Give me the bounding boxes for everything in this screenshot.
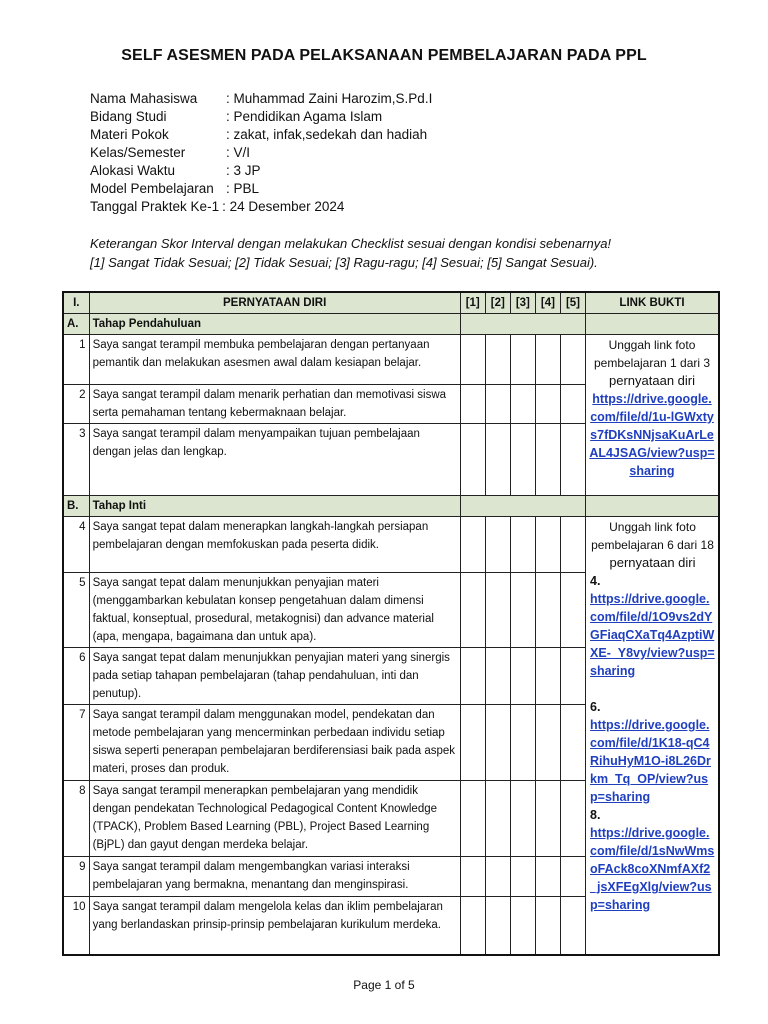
evidence-link[interactable]: https://drive.google.com/file/d/1O9vs2dYGFiaqCXaTq4AzptiWXE-_Y8vy/view?usp=sharing (590, 592, 715, 678)
evidence-label: pernyataan diri (609, 555, 696, 570)
score-cell-3[interactable] (510, 424, 535, 496)
evidence-label: pembelajaran 1 dari 3 (593, 356, 711, 370)
header-score-5: [5] (560, 292, 585, 314)
score-cell-4[interactable] (535, 335, 560, 385)
info-value: : PBL (226, 181, 260, 196)
info-label: Materi Pokok (90, 127, 169, 142)
score-cell-3[interactable] (510, 385, 535, 424)
score-cell-1[interactable] (460, 335, 485, 385)
evidence-number: 6. (590, 700, 601, 714)
note-line: [1] Sangat Tidak Sesuai; [2] Tidak Sesuai; [3] Ragu-ragu; [4] Sesuai; [5] Sangat Sesuai). (90, 255, 598, 270)
row-number: 3 (63, 424, 89, 496)
evidence-link[interactable]: https://drive.google.com/file/d/1K18-qC4RihuHyM1O-i8L26Drkm_Tq_OP/view?usp=sharing (590, 718, 711, 804)
evidence-label: Unggah link foto (609, 520, 696, 534)
evidence-number: 4. (590, 574, 601, 588)
row-number: 2 (63, 385, 89, 424)
evidence-cell-a (586, 335, 719, 496)
info-row (90, 162, 432, 180)
section-title: Tahap Pendahuluan (89, 314, 460, 335)
score-cell-3[interactable] (510, 781, 535, 857)
score-cell-3[interactable] (510, 648, 535, 705)
info-row (90, 180, 432, 198)
score-cell-3[interactable] (510, 897, 535, 955)
self-assessment-table (62, 291, 720, 956)
info-label: Nama Mahasiswa (90, 91, 198, 106)
score-cell-1[interactable] (460, 897, 485, 955)
score-cell-2[interactable] (485, 573, 510, 648)
score-cell-4[interactable] (535, 385, 560, 424)
row-number: 10 (63, 897, 89, 955)
score-cell-5[interactable] (560, 705, 585, 781)
statement-text: Saya sangat terampil dalam menarik perhatian dan memotivasi siswa serta pemahaman tentang kebermaknaan belajar. (89, 385, 460, 424)
evidence-label: pernyataan diri (609, 373, 695, 388)
info-value: : zakat, infak,sedekah dan hadiah (226, 127, 428, 142)
score-cell-1[interactable] (460, 857, 485, 897)
info-value: : Pendidikan Agama Islam (226, 109, 383, 124)
score-cell-1[interactable] (460, 781, 485, 857)
score-cell-1[interactable] (460, 648, 485, 705)
header-no: I. (63, 292, 89, 314)
evidence-cell-b (586, 517, 719, 955)
info-label: Tanggal Praktek Ke-1 (90, 199, 220, 214)
table-row (63, 335, 719, 385)
section-blank (460, 314, 585, 335)
score-cell-2[interactable] (485, 335, 510, 385)
score-cell-3[interactable] (510, 857, 535, 897)
info-label: Kelas/Semester (90, 145, 186, 160)
row-number: 1 (63, 335, 89, 385)
score-cell-2[interactable] (485, 648, 510, 705)
statement-text: Saya sangat terampil dalam mengembangkan variasi interaksi pembelajaran yang bermakna, menantang dan menginspirasi. (89, 857, 460, 897)
info-row (90, 108, 432, 126)
info-label: Bidang Studi (90, 109, 167, 124)
score-cell-2[interactable] (485, 424, 510, 496)
section-code: A. (63, 314, 89, 335)
statement-text: Saya sangat tepat dalam menunjukkan penyajian materi (menggambarkan kebulatan konsep pengetahuan dalam dimensi faktual, konseptual, prosedural, metakognisi) dan advance material (apa, mengapa, bagaimana dan untuk apa). (89, 573, 460, 648)
info-row (90, 126, 432, 144)
row-number: 9 (63, 857, 89, 897)
score-cell-4[interactable] (535, 857, 560, 897)
statement-text: Saya sangat terampil membuka pembelajaran dengan pertanyaan pemantik dan melakukan asesmen awal dalam kesiapan belajar. (89, 335, 460, 385)
info-label: Model Pembelajaran (90, 181, 214, 196)
table-header-row (63, 292, 719, 314)
score-cell-4[interactable] (535, 517, 560, 573)
row-number: 7 (63, 705, 89, 781)
score-cell-1[interactable] (460, 424, 485, 496)
score-cell-5[interactable] (560, 517, 585, 573)
score-cell-2[interactable] (485, 705, 510, 781)
section-blank (586, 496, 719, 517)
row-number: 6 (63, 648, 89, 705)
score-cell-3[interactable] (510, 705, 535, 781)
statement-text: Saya sangat terampil menerapkan pembelajaran yang mendidik dengan pendekatan Technological Pedagogical Content Knowledge (TPACK), Problem Based Learning (PBL), Project Based Learning (BjPL) dan gayut dengan merdeka belajar. (89, 781, 460, 857)
header-score-1: [1] (460, 292, 485, 314)
statement-text: Saya sangat tepat dalam menunjukkan penyajian materi yang sinergis pada setiap tahapan pembelajaran (tahap pendahuluan, inti dan penutup). (89, 648, 460, 705)
score-cell-2[interactable] (485, 897, 510, 955)
score-cell-2[interactable] (485, 857, 510, 897)
score-note (90, 234, 710, 272)
score-cell-3[interactable] (510, 517, 535, 573)
score-cell-2[interactable] (485, 781, 510, 857)
score-cell-5[interactable] (560, 573, 585, 648)
section-code: B. (63, 496, 89, 517)
info-label: Alokasi Waktu (90, 163, 176, 178)
evidence-link[interactable]: https://drive.google.com/file/d/1u-lGWxtys7fDKsNNjsaKuArLeAL4JSAG/view?usp=sharing (589, 392, 715, 478)
header-score-2: [2] (485, 292, 510, 314)
score-cell-1[interactable] (460, 705, 485, 781)
score-cell-3[interactable] (510, 335, 535, 385)
statement-text: Saya sangat terampil dalam menyampaikan tujuan pembelajaan dengan jelas dan lengkap. (89, 424, 460, 496)
page-footer: Page 1 of 5 (353, 978, 415, 992)
statement-text: Saya sangat tepat dalam menerapkan langkah-langkah persiapan pembelajaran dengan memfokuskan pada peserta didik. (89, 517, 460, 573)
evidence-label: Unggah link foto (608, 338, 696, 352)
score-cell-2[interactable] (485, 385, 510, 424)
score-cell-5[interactable] (560, 424, 585, 496)
info-value: : 3 JP (226, 163, 261, 178)
score-cell-3[interactable] (510, 573, 535, 648)
score-cell-4[interactable] (535, 424, 560, 496)
note-line: Keterangan Skor Interval dengan melakukan Checklist sesuai dengan kondisi sebenarnya! (90, 236, 612, 251)
table-row (63, 517, 719, 573)
evidence-spacer (590, 680, 715, 698)
score-cell-1[interactable] (460, 517, 485, 573)
header-score-3: [3] (510, 292, 535, 314)
statement-text: Saya sangat terampil dalam mengelola kelas dan iklim pembelajaran yang berlandaskan prinsip-prinsip pembelajaran kurikulum merdeka. (89, 897, 460, 955)
section-blank (460, 496, 585, 517)
info-row (90, 144, 432, 162)
info-value: : V/I (226, 145, 251, 160)
info-value: : Muhammad Zaini Harozim,S.Pd.I (226, 91, 433, 106)
evidence-number: 8. (590, 808, 601, 822)
score-cell-4[interactable] (535, 897, 560, 955)
document-title: SELF ASESMEN PADA PELAKSANAAN PEMBELAJARAN PADA PPL (121, 47, 647, 64)
score-cell-5[interactable] (560, 385, 585, 424)
info-row (90, 198, 432, 216)
score-cell-2[interactable] (485, 517, 510, 573)
score-cell-5[interactable] (560, 897, 585, 955)
score-cell-1[interactable] (460, 573, 485, 648)
score-cell-1[interactable] (460, 385, 485, 424)
row-number: 5 (63, 573, 89, 648)
header-link: LINK BUKTI (586, 292, 719, 314)
row-number: 8 (63, 781, 89, 857)
score-cell-4[interactable] (535, 648, 560, 705)
header-score-4: [4] (535, 292, 560, 314)
score-cell-5[interactable] (560, 335, 585, 385)
evidence-label: pembelajaran 6 dari 18 (591, 538, 714, 552)
score-cell-5[interactable] (560, 781, 585, 857)
row-number: 4 (63, 517, 89, 573)
evidence-link[interactable]: https://drive.google.com/file/d/1sNwWmsoFAck8coXNmfAXf2_jsXFEgXlg/view?usp=sharing (590, 826, 715, 912)
section-row-a (63, 314, 719, 335)
info-value: : 24 Desember 2024 (222, 199, 345, 214)
section-blank (586, 314, 719, 335)
score-cell-5[interactable] (560, 648, 585, 705)
score-cell-5[interactable] (560, 857, 585, 897)
section-title: Tahap Inti (89, 496, 460, 517)
section-row-b (63, 496, 719, 517)
score-cell-4[interactable] (535, 573, 560, 648)
student-info (90, 90, 432, 216)
header-statement: PERNYATAAN DIRI (89, 292, 460, 314)
score-cell-4[interactable] (535, 705, 560, 781)
statement-text: Saya sangat terampil dalam menggunakan model, pendekatan dan metode pembelajaran yang mencerminkan perbedaan individu setiap siswa seperti penerapan pembelajaran berdiferensiasi baik pada aspek materi, proses dan produk. (89, 705, 460, 781)
info-row (90, 90, 432, 108)
score-cell-4[interactable] (535, 781, 560, 857)
